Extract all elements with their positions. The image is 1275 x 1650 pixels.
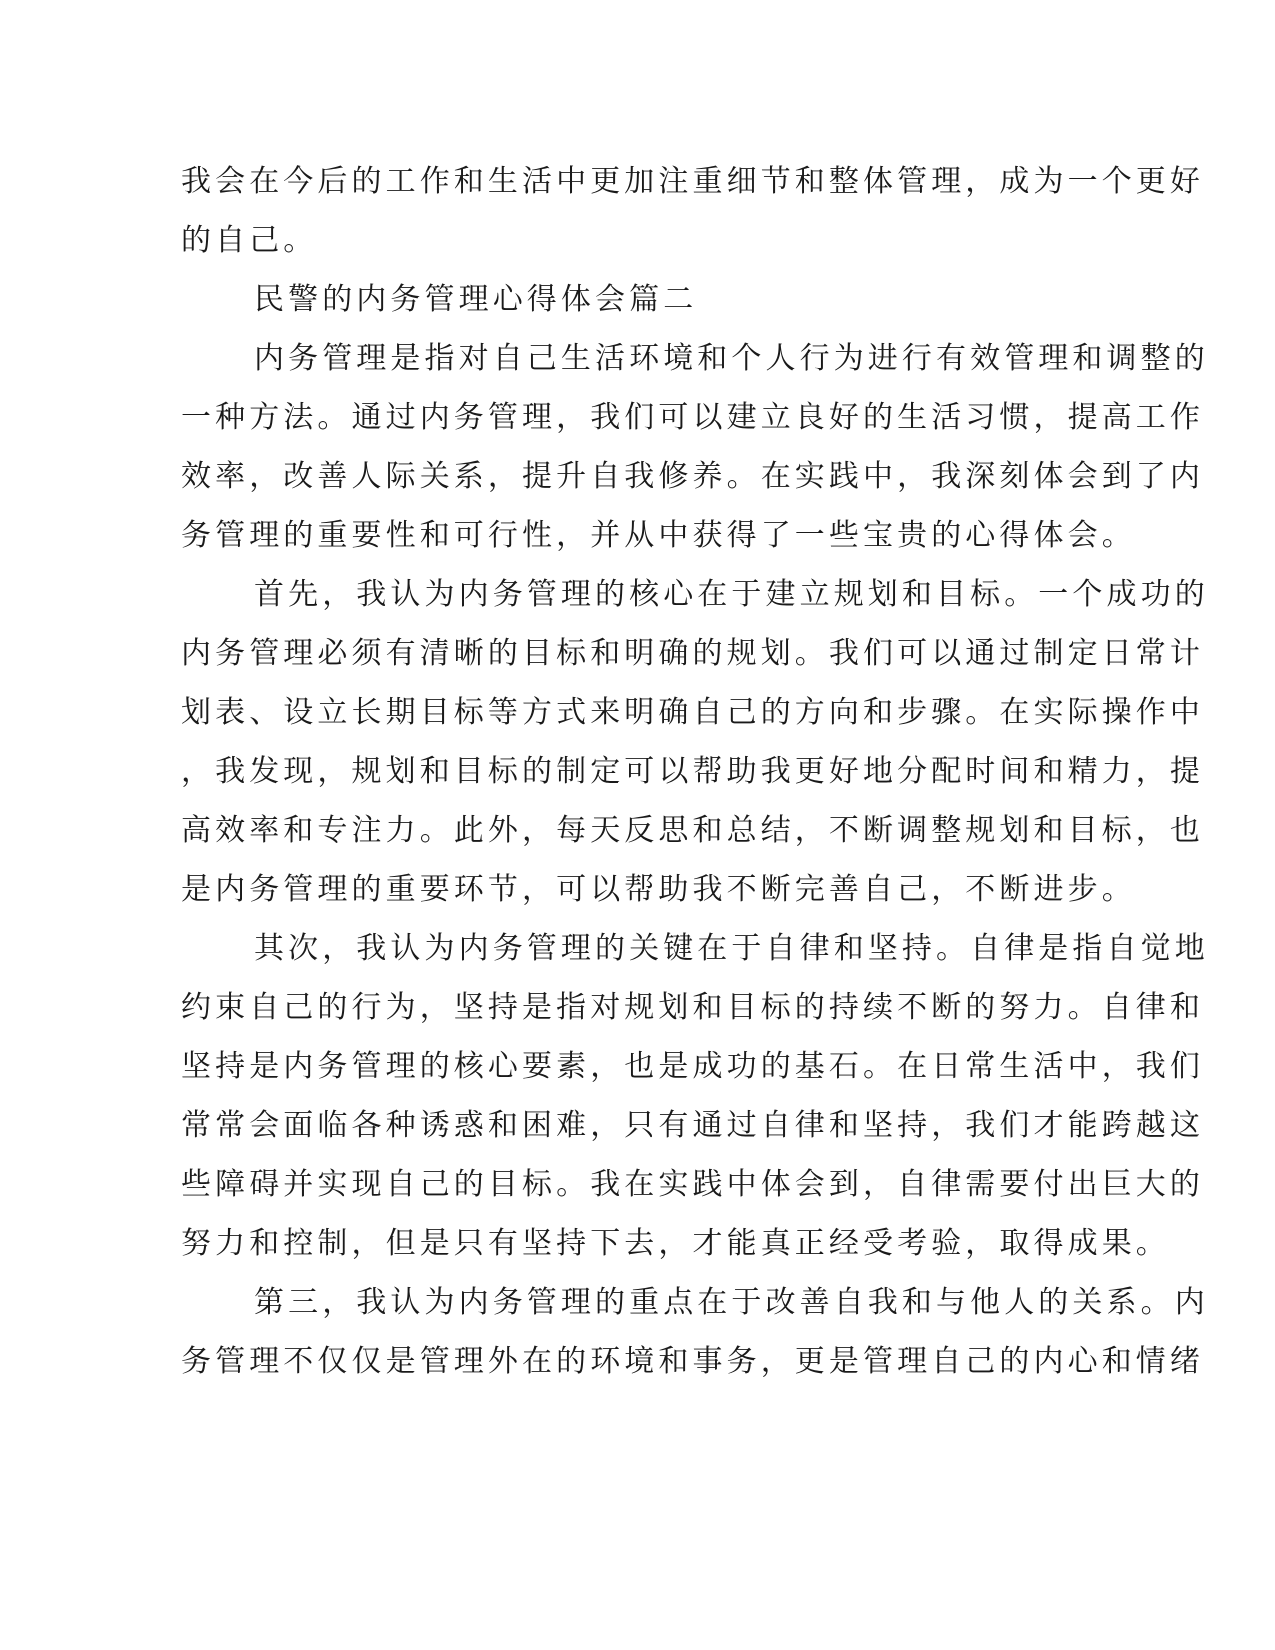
text-line: 第三，我认为内务管理的重点在于改善自我和与他人的关系。内 bbox=[254, 1285, 1209, 1320]
text-line: 常常会面临各种诱惑和困难，只有通过自律和坚持，我们才能跨越这 bbox=[181, 1108, 1204, 1143]
section-heading: 民警的内务管理心得体会篇二 bbox=[254, 282, 698, 317]
text-line: 内务管理必须有清晰的目标和明确的规划。我们可以通过制定日常计 bbox=[181, 636, 1204, 671]
text-line: 务管理不仅仅是管理外在的环境和事务，更是管理自己的内心和情绪 bbox=[181, 1344, 1204, 1379]
text-line: 其次，我认为内务管理的关键在于自律和坚持。自律是指自觉地 bbox=[254, 931, 1209, 966]
text-line: 的自己。 bbox=[181, 223, 318, 258]
text-line: 约束自己的行为，坚持是指对规划和目标的持续不断的努力。自律和 bbox=[181, 990, 1204, 1025]
text-line: 一种方法。通过内务管理，我们可以建立良好的生活习惯，提高工作 bbox=[181, 400, 1204, 435]
text-line: 效率，改善人际关系，提升自我修养。在实践中，我深刻体会到了内 bbox=[181, 459, 1204, 494]
text-line: ，我发现，规划和目标的制定可以帮助我更好地分配时间和精力，提 bbox=[181, 754, 1204, 789]
text-line: 些障碍并实现自己的目标。我在实践中体会到，自律需要付出巨大的 bbox=[181, 1167, 1204, 1202]
text-line: 是内务管理的重要环节，可以帮助我不断完善自己，不断进步。 bbox=[181, 872, 1136, 907]
text-line: 内务管理是指对自己生活环境和个人行为进行有效管理和调整的 bbox=[254, 341, 1209, 376]
text-line: 首先，我认为内务管理的核心在于建立规划和目标。一个成功的 bbox=[254, 577, 1209, 612]
text-line: 坚持是内务管理的核心要素，也是成功的基石。在日常生活中，我们 bbox=[181, 1049, 1204, 1084]
text-line: 高效率和专注力。此外，每天反思和总结，不断调整规划和目标，也 bbox=[181, 813, 1204, 848]
text-line: 划表、设立长期目标等方式来明确自己的方向和步骤。在实际操作中 bbox=[181, 695, 1204, 730]
text-line: 务管理的重要性和可行性，并从中获得了一些宝贵的心得体会。 bbox=[181, 518, 1136, 553]
text-line: 努力和控制，但是只有坚持下去，才能真正经受考验，取得成果。 bbox=[181, 1226, 1170, 1261]
text-line: 我会在今后的工作和生活中更加注重细节和整体管理，成为一个更好 bbox=[181, 164, 1204, 199]
